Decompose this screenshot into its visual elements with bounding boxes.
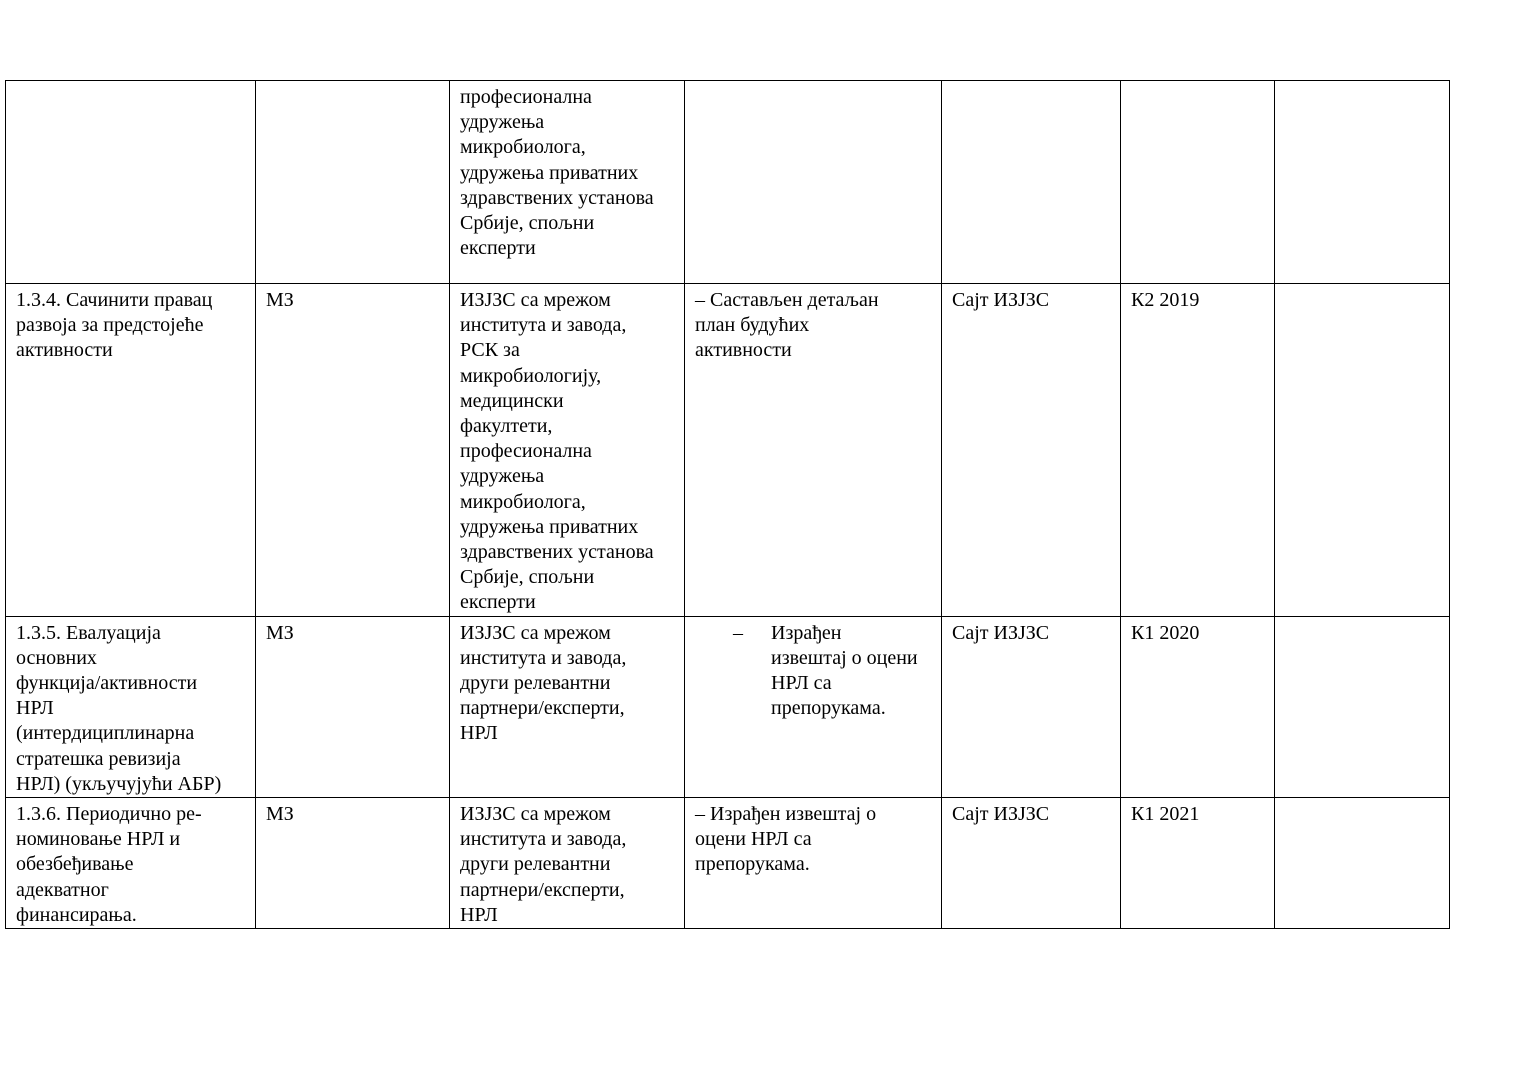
source-cell: Сајт ИЗЈЗС	[942, 284, 1121, 617]
responsible-cell: МЗ	[256, 798, 450, 929]
activity-cell	[6, 81, 256, 284]
indicator-cell: – Израђен извештај о оцени НРЛ са препорукама.	[685, 798, 942, 929]
table-row	[6, 81, 1450, 284]
indicator-cell	[685, 616, 942, 797]
partners-cell: ИЗЈЗС са мрежом института и завода, други релевантни партнери/експерти, НРЛ	[450, 798, 685, 929]
partners-cell: професионална удружења микробиолога, удружења приватних здравствених установа Србије, спољни експерти	[450, 81, 685, 284]
note-cell	[1275, 616, 1450, 797]
note-cell	[1275, 798, 1450, 929]
note-cell	[1275, 284, 1450, 617]
list-dash: –	[733, 621, 743, 644]
indicator-list-item: – Израђен извештај о оцени НРЛ са препорукама.	[695, 621, 931, 722]
activity-cell: 1.3.4. Сачинити правац развоја за предстојеће активности	[6, 284, 256, 617]
responsible-cell	[256, 81, 450, 284]
activity-cell: 1.3.5. Евалуација основних функција/активности НРЛ (интердициплинарна стратешка ревизија НРЛ) (укључујући АБР)	[6, 616, 256, 797]
indicator-cell: – Састављен детаљан план будућих активности	[685, 284, 942, 617]
responsible-cell: МЗ	[256, 284, 450, 617]
table-row	[6, 284, 1450, 617]
action-plan-table	[5, 80, 1450, 929]
note-cell	[1275, 81, 1450, 284]
deadline-cell: К2 2019	[1121, 284, 1275, 617]
activity-cell: 1.3.6. Периодично ре- номиновање НРЛ и обезбеђивање адекватног финансирања.	[6, 798, 256, 929]
source-cell	[942, 81, 1121, 284]
partners-cell: ИЗЈЗС са мрежом института и завода, РСК за микробиологију, медицински факултети, професионална удружења микробиолога, удружења приватних здравствених установа Србије, спољни експерти	[450, 284, 685, 617]
responsible-cell: МЗ	[256, 616, 450, 797]
deadline-cell: К1 2021	[1121, 798, 1275, 929]
table-row	[6, 798, 1450, 929]
indicator-cell	[685, 81, 942, 284]
source-cell: Сајт ИЗЈЗС	[942, 616, 1121, 797]
deadline-cell	[1121, 81, 1275, 284]
deadline-cell: К1 2020	[1121, 616, 1275, 797]
partners-cell: ИЗЈЗС са мрежом института и завода, други релевантни партнери/експерти, НРЛ	[450, 616, 685, 797]
table-row	[6, 616, 1450, 797]
source-cell: Сајт ИЗЈЗС	[942, 798, 1121, 929]
